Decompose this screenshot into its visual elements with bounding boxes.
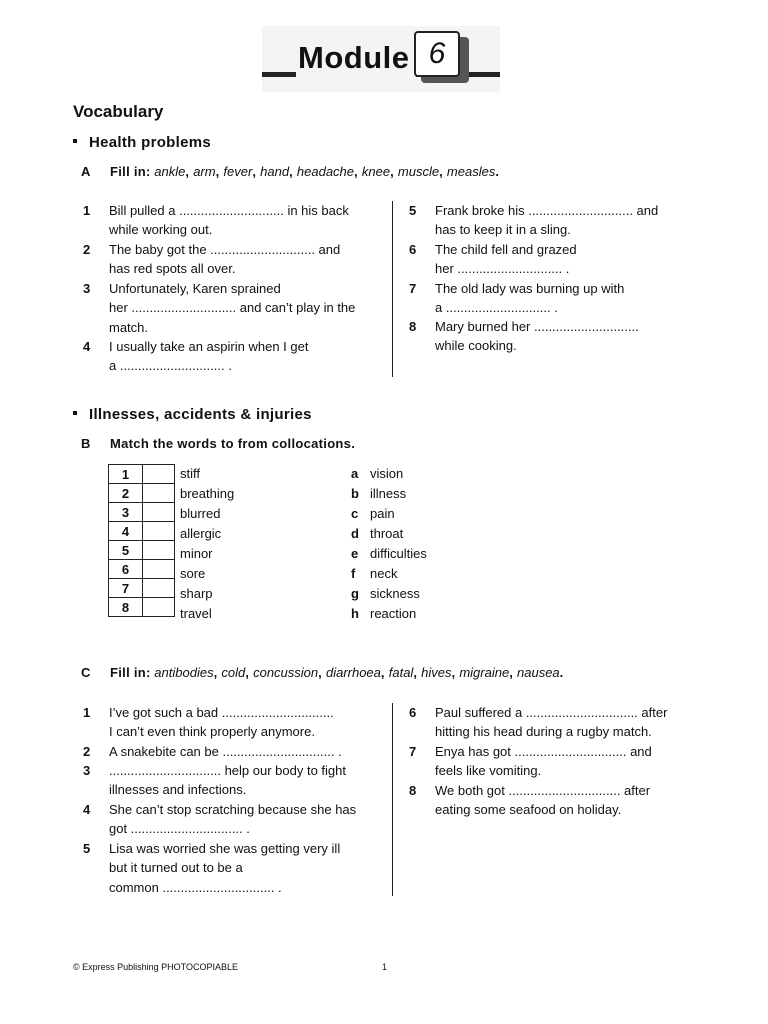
word-option: cold [221, 665, 246, 680]
word-option: nausea [517, 665, 560, 680]
item-number: 6 [409, 242, 417, 257]
word-separator: , [289, 164, 297, 179]
word-separator: , [439, 164, 447, 179]
item-text: Unfortunately, Karen sprained her ............................. and can’t play in the match. [109, 281, 356, 335]
word-option: headache [296, 164, 355, 179]
match-letter: g [351, 586, 359, 601]
exercise-c-words [154, 665, 563, 680]
match-number: 2 [109, 484, 143, 503]
item-text: Enya has got ............................... and feels like vomiting. [435, 744, 652, 779]
word-separator: , [215, 164, 224, 179]
item-number: 8 [409, 783, 417, 798]
word-option: antibodies [154, 665, 214, 680]
answer-box[interactable] [143, 598, 175, 617]
item-text: Mary burned her ............................. while cooking. [435, 319, 639, 354]
word-separator: , [318, 665, 326, 680]
match-number: 4 [109, 522, 143, 541]
match-number: 3 [109, 503, 143, 522]
word-option: concussion [253, 665, 319, 680]
match-letter: e [351, 546, 359, 561]
match-word: breathing [180, 486, 235, 501]
item-text: A snakebite can be ............................... . [109, 744, 342, 759]
exercise-letter-a: A [81, 164, 91, 179]
item-number: 6 [409, 705, 417, 720]
item-text: Lisa was worried she was getting very ill but it turned out to be a common ............................... . [109, 841, 341, 895]
word-option: ankle [154, 164, 186, 179]
item-text: I usually take an aspirin when I get a ............................. . [109, 339, 309, 374]
word-separator: , [185, 164, 194, 179]
match-letter: a [351, 466, 359, 481]
match-number: 5 [109, 541, 143, 560]
bullet-icon [73, 139, 77, 143]
item-number: 2 [83, 744, 91, 759]
answer-box[interactable] [143, 484, 175, 503]
match-collocation: pain [370, 506, 395, 521]
word-separator: , [252, 164, 261, 179]
column-divider [392, 201, 393, 377]
item-text: The old lady was burning up with a ............................. . [435, 281, 625, 316]
match-table [108, 464, 175, 617]
item-number: 5 [409, 203, 417, 218]
module-number: 6 [414, 31, 460, 77]
word-separator: , [509, 665, 518, 680]
exercise-c-instruction [110, 665, 564, 680]
word-option: fever [223, 164, 253, 179]
item-text: Bill pulled a ............................. in his back while working out. [109, 203, 349, 238]
match-row [109, 598, 175, 617]
section-heading-illnesses: Illnesses, accidents & injuries [73, 406, 312, 423]
answer-box[interactable] [143, 503, 175, 522]
word-option: knee [361, 164, 391, 179]
word-separator: , [451, 665, 460, 680]
match-letter: f [351, 566, 356, 581]
exercise-c-label: Fill in: [110, 665, 151, 680]
section-heading-health-problems: Health problems [73, 134, 211, 151]
footer-copyright: © Express Publishing PHOTOCOPIABLE [73, 962, 239, 972]
match-collocation: illness [370, 486, 407, 501]
match-number: 8 [109, 598, 143, 617]
item-text: She can’t stop scratching because she has got ............................... . [109, 802, 357, 837]
item-text: The child fell and grazed her ............................. . [435, 242, 577, 277]
match-number: 1 [109, 465, 143, 484]
word-separator: , [390, 164, 398, 179]
word-option: hives [421, 665, 452, 680]
item-number: 5 [83, 841, 91, 856]
item-text: ............................... help our body to fight illnesses and infections. [109, 763, 346, 798]
item-number: 3 [83, 281, 91, 296]
bullet-icon [73, 411, 77, 415]
match-row [109, 465, 175, 484]
word-separator: , [213, 665, 222, 680]
section-title: Vocabulary [73, 102, 164, 121]
match-collocation: difficulties [370, 546, 427, 561]
word-separator: . [559, 665, 564, 680]
match-word: sore [180, 566, 206, 581]
match-row [109, 560, 175, 579]
word-separator: , [413, 665, 422, 680]
match-row [109, 541, 175, 560]
word-option: fatal [388, 665, 414, 680]
item-text: The baby got the ............................. and has red spots all over. [109, 242, 341, 277]
answer-box[interactable] [143, 560, 175, 579]
word-option: muscle [397, 164, 440, 179]
exercise-a-label: Fill in: [110, 164, 151, 179]
word-option: diarrhoea [325, 665, 381, 680]
match-number: 7 [109, 579, 143, 598]
item-number: 7 [409, 744, 417, 759]
match-word: blurred [180, 506, 221, 521]
match-collocation: vision [370, 466, 404, 481]
match-collocation: throat [370, 526, 404, 541]
match-word: minor [180, 546, 213, 561]
exercise-b-instruction: Match the words to from collocations. [110, 436, 356, 451]
word-separator: , [354, 164, 362, 179]
answer-box[interactable] [143, 522, 175, 541]
match-word: travel [180, 606, 212, 621]
answer-box[interactable] [143, 541, 175, 560]
exercise-a-instruction [110, 164, 499, 179]
word-separator: , [245, 665, 254, 680]
match-word: stiff [180, 466, 200, 481]
word-option: measles [446, 164, 496, 179]
match-letter: h [351, 606, 359, 621]
item-text: Frank broke his ............................. and has to keep it in a sling. [435, 203, 659, 238]
column-divider [392, 703, 393, 896]
item-number: 8 [409, 319, 417, 334]
match-row [109, 579, 175, 598]
match-word: allergic [180, 526, 222, 541]
item-number: 3 [83, 763, 91, 778]
item-text: I’ve got such a bad ............................... I can’t even think properly anymore. [109, 705, 334, 740]
item-number: 2 [83, 242, 91, 257]
answer-box[interactable] [143, 579, 175, 598]
word-separator: . [495, 164, 500, 179]
match-collocation: reaction [370, 606, 417, 621]
word-option: hand [260, 164, 290, 179]
match-row [109, 503, 175, 522]
match-letter: b [351, 486, 359, 501]
match-collocation: neck [370, 566, 398, 581]
item-number: 4 [83, 339, 91, 354]
exercise-a-words [154, 164, 499, 179]
item-number: 7 [409, 281, 417, 296]
page-number: 1 [382, 962, 388, 972]
word-option: migraine [459, 665, 510, 680]
item-number: 1 [83, 705, 91, 720]
word-option: arm [193, 164, 216, 179]
match-letter: c [351, 506, 359, 521]
item-number: 4 [83, 802, 91, 817]
item-number: 1 [83, 203, 91, 218]
item-text: We both got ............................... after eating some seafood on holiday. [435, 783, 651, 818]
match-row [109, 522, 175, 541]
match-row [109, 484, 175, 503]
match-number: 6 [109, 560, 143, 579]
item-text: Paul suffered a ............................... after hitting his head during a rugby match. [435, 705, 668, 740]
match-collocation: sickness [370, 586, 420, 601]
match-word: sharp [180, 586, 213, 601]
word-separator: , [380, 665, 389, 680]
answer-box[interactable] [143, 465, 175, 484]
exercise-letter-b: B [81, 436, 91, 451]
exercise-letter-c: C [81, 665, 91, 680]
module-title: Module [296, 38, 416, 78]
match-letter: d [351, 526, 359, 541]
